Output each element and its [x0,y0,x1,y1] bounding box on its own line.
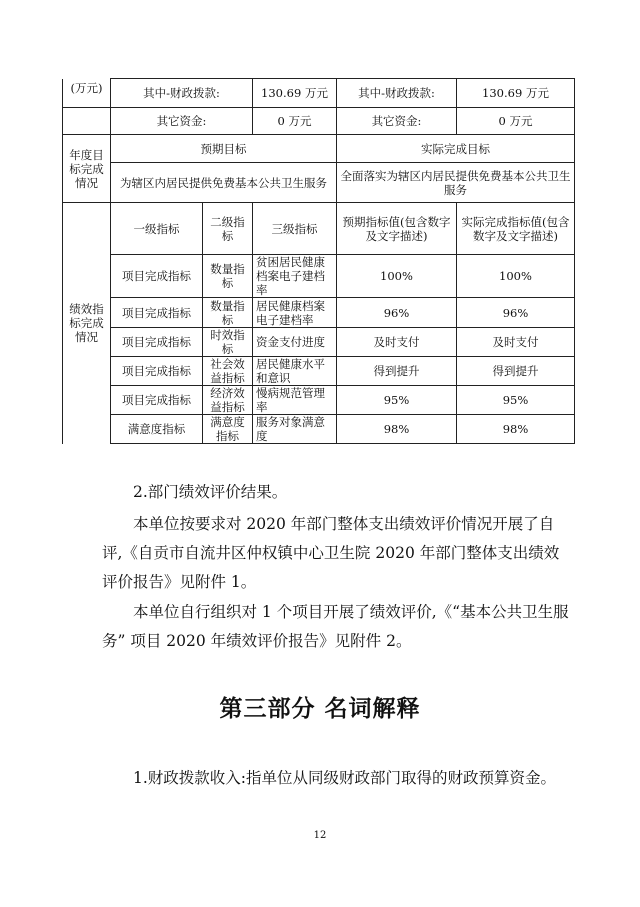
other-funds-value-expected: 0 万元 [253,108,337,135]
row2-level3: 居民健康档案电子建档率 [253,298,337,328]
indicators-label: 绩效指标完成情况 [63,203,111,444]
row5-actual: 95% [457,386,575,415]
row5-expected: 95% [337,386,457,415]
row3-level1: 项目完成指标 [111,328,203,357]
funding-label-actual: 其中-财政拨款: [337,79,457,108]
row3-actual: 及时支付 [457,328,575,357]
expected-goal-header: 预期目标 [111,135,337,163]
row5-level2: 经济效益指标 [203,386,253,415]
paragraph-definition: 1.财政拨款收入:指单位从同级财政部门取得的财政预算资金。 [133,769,557,787]
actual-goal-header: 实际完成目标 [337,135,575,163]
other-funds-label-expected: 其它资金: [111,108,253,135]
row3-level2: 时效指标 [203,328,253,357]
row5-level1: 项目完成指标 [111,386,203,415]
row3-level3: 资金支付进度 [253,328,337,357]
header-expected-value: 预期指标值(包含数字及文字描述) [337,203,457,255]
expected-goal-text: 为辖区内居民提供免费基本公共卫生服务 [111,163,337,203]
header-level1: 一级指标 [111,203,203,255]
row6-level1: 满意度指标 [111,415,203,444]
row4-level1: 项目完成指标 [111,357,203,386]
row4-level2: 社会效益指标 [203,357,253,386]
row2-level1: 项目完成指标 [111,298,203,328]
row2-level2: 数量指标 [203,298,253,328]
row5-level3: 慢病规范管理率 [253,386,337,415]
annual-goal-label: 年度目标完成情况 [63,135,111,203]
actual-goal-text: 全面落实为辖区内居民提供免费基本公共卫生服务 [337,163,575,203]
page-number: 12 [313,830,327,841]
other-funds-label-actual: 其它资金: [337,108,457,135]
unit-label-spacer [63,108,111,135]
paragraph-self-eval: 本单位按要求对 2020 年部门整体支出绩效评价情况开展了自评,《自贡市自流井区仲权镇中心卫生院 2020 年部门整体支出绩效评价报告》见附件 1。 [102,515,560,591]
row6-actual: 98% [457,415,575,444]
performance-table [62,78,575,444]
unit-label: (万元) [63,79,111,108]
row6-level2: 满意度指标 [203,415,253,444]
row6-expected: 98% [337,415,457,444]
row1-level1: 项目完成指标 [111,255,203,298]
header-level3: 三级指标 [253,203,337,255]
header-actual-value: 实际完成指标值(包含数字及文字描述) [457,203,575,255]
row1-level2: 数量指标 [203,255,253,298]
row1-expected: 100% [337,255,457,298]
other-funds-value-actual: 0 万元 [457,108,575,135]
paragraph-eval-results: 2.部门绩效评价结果。 [133,483,288,501]
header-level2: 二级指标 [203,203,253,255]
paragraph-project-eval: 本单位自行组织对 1 个项目开展了绩效评价,《“基本公共卫生服务” 项目 2020 年绩效评价报告》见附件 2。 [102,603,569,650]
row4-expected: 得到提升 [337,357,457,386]
row3-expected: 及时支付 [337,328,457,357]
funding-label-expected: 其中-财政拨款: [111,79,253,108]
row4-actual: 得到提升 [457,357,575,386]
row4-level3: 居民健康水平和意识 [253,357,337,386]
row2-expected: 96% [337,298,457,328]
funding-value-actual: 130.69 万元 [457,79,575,108]
row2-actual: 96% [457,298,575,328]
funding-value-expected: 130.69 万元 [253,79,337,108]
section-title: 第三部分 名词解释 [219,696,421,722]
row6-level3: 服务对象满意度 [253,415,337,444]
row1-actual: 100% [457,255,575,298]
row1-level3: 贫困居民健康档案电子建档率 [253,255,337,298]
